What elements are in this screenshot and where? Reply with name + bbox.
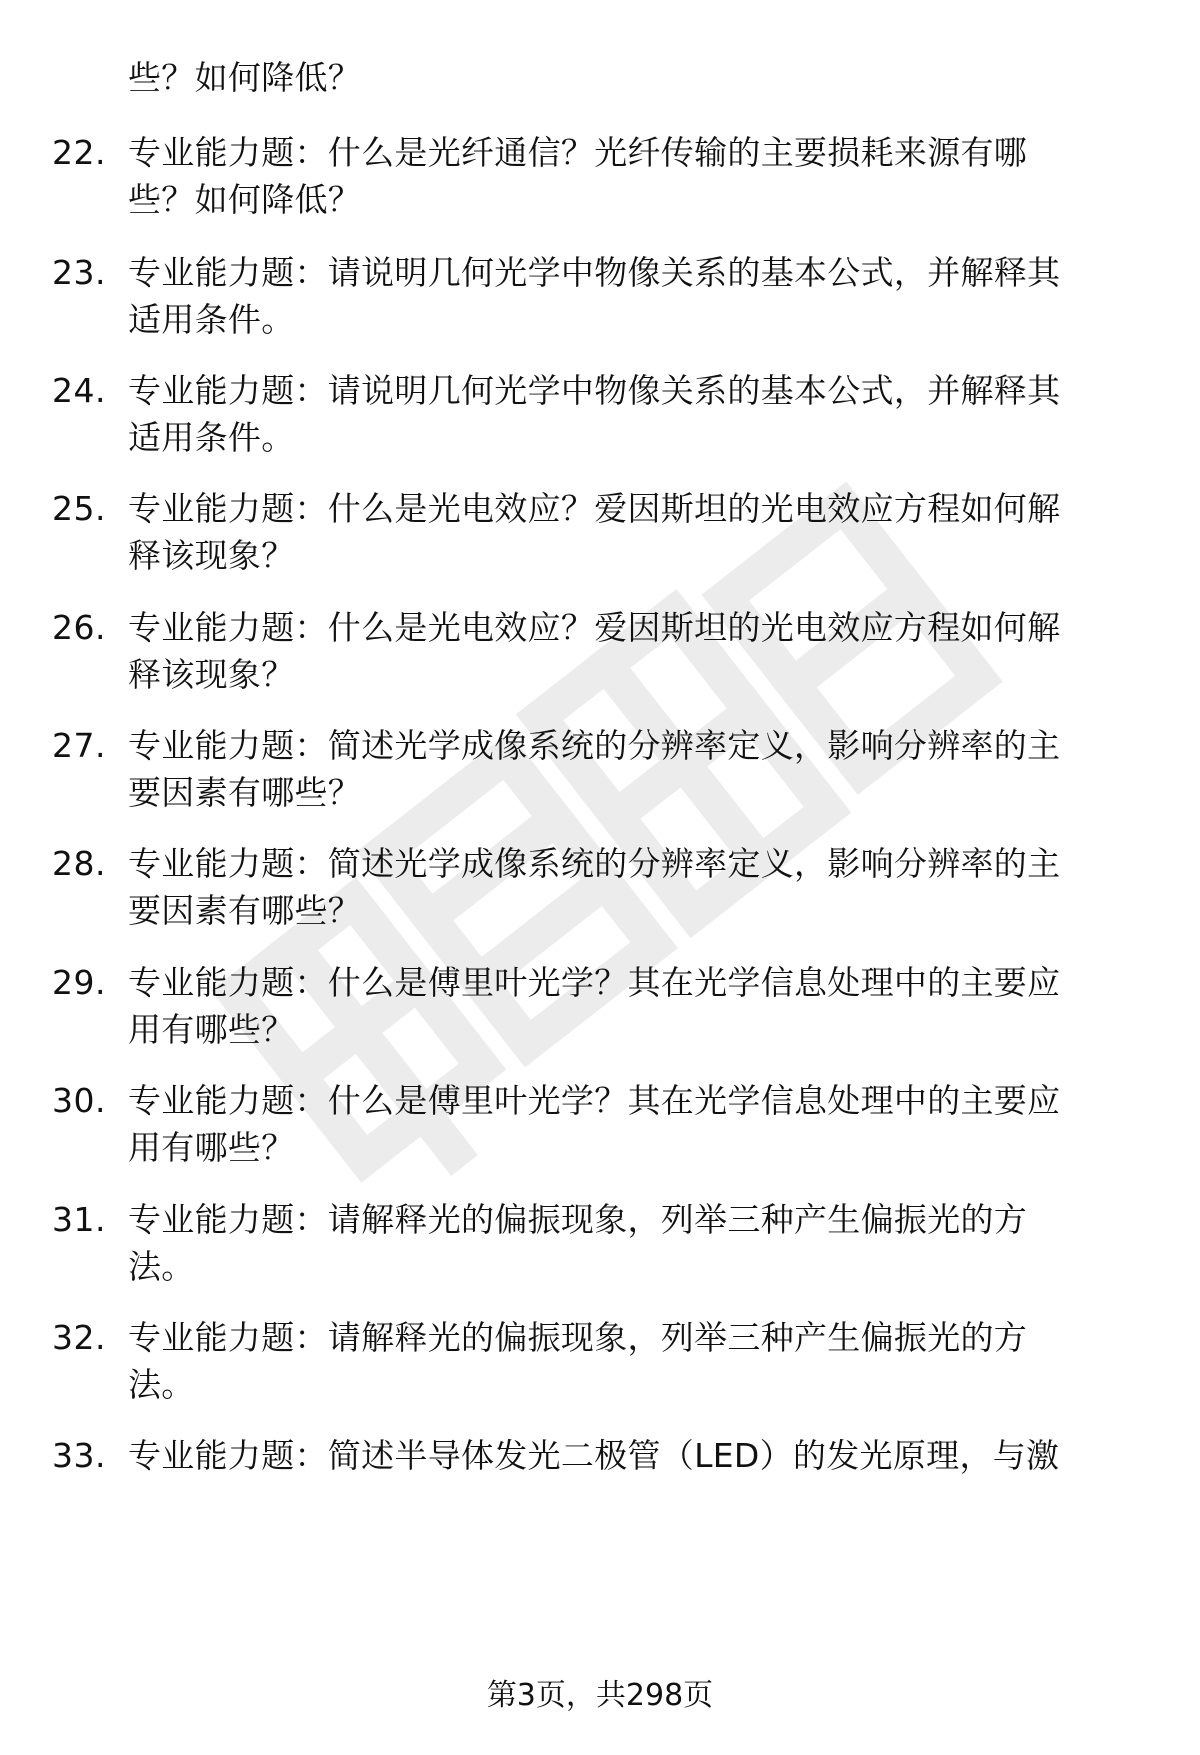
item-number: 24. xyxy=(52,371,106,410)
item-number: 31. xyxy=(52,1200,106,1239)
list-item xyxy=(0,1078,1200,1198)
item-text-line1: 专业能力题：什么是傅里叶光学？其在光学信息处理中的主要应 xyxy=(128,963,1061,1002)
item-text-line1: 专业能力题：简述光学成像系统的分辨率定义，影响分辨率的主 xyxy=(128,726,1061,765)
item-text-line1: 专业能力题：请解释光的偏振现象，列举三种产生偏振光的方 xyxy=(128,1318,1028,1357)
item-text-line1: 专业能力题：请解释光的偏振现象，列举三种产生偏振光的方 xyxy=(128,1200,1028,1239)
item-text-line2: 要因素有哪些？ xyxy=(128,773,362,812)
page-footer: 第3页，共298页 xyxy=(486,1678,714,1713)
item-text-line2: 适用条件。 xyxy=(128,300,295,339)
item-number: 28. xyxy=(52,844,106,883)
list-item xyxy=(0,723,1200,843)
item-text-line1: 专业能力题：请说明几何光学中物像关系的基本公式，并解释其 xyxy=(128,371,1061,410)
list-item xyxy=(0,368,1200,488)
item-text-line2: 释该现象？ xyxy=(128,536,295,575)
list-item xyxy=(0,250,1200,370)
item-number: 25. xyxy=(52,489,106,528)
list-item xyxy=(0,1197,1200,1317)
item-text-line1: 专业能力题：什么是光纤通信？光纤传输的主要损耗来源有哪 xyxy=(128,133,1028,172)
item-text-line2: 用有哪些？ xyxy=(128,1010,295,1049)
item-text-line2: 适用条件。 xyxy=(128,418,295,457)
list-item xyxy=(0,1433,1200,1553)
item-text-line2: 释该现象？ xyxy=(128,655,295,694)
item-number: 26. xyxy=(52,608,106,647)
item-number: 22. xyxy=(52,133,106,172)
list-item xyxy=(0,1315,1200,1435)
list-item xyxy=(0,130,1200,250)
item-text-line2: 法。 xyxy=(128,1365,195,1404)
list-item xyxy=(0,841,1200,961)
item-text-line2: 法。 xyxy=(128,1247,195,1286)
list-item xyxy=(0,605,1200,725)
item-number: 32. xyxy=(52,1318,106,1357)
item-text-line2: 些？如何降低？ xyxy=(128,180,362,219)
item-text-line1: 专业能力题：请说明几何光学中物像关系的基本公式，并解释其 xyxy=(128,253,1061,292)
list-item xyxy=(0,486,1200,606)
item-text-line2: 要因素有哪些？ xyxy=(128,891,362,930)
item-text-line2: 用有哪些？ xyxy=(128,1128,295,1167)
item-text-line1: 专业能力题：什么是光电效应？爱因斯坦的光电效应方程如何解 xyxy=(128,489,1061,528)
item-number: 27. xyxy=(52,726,106,765)
item-number: 23. xyxy=(52,253,106,292)
item-number: 29. xyxy=(52,963,106,1002)
list-item xyxy=(0,960,1200,1080)
carryover-text: 些？如何降低？ xyxy=(128,58,362,97)
item-text-line1: 专业能力题：什么是傅里叶光学？其在光学信息处理中的主要应 xyxy=(128,1081,1061,1120)
item-number: 33. xyxy=(52,1436,106,1475)
item-number: 30. xyxy=(52,1081,106,1120)
item-text-line1: 专业能力题：什么是光电效应？爱因斯坦的光电效应方程如何解 xyxy=(128,608,1061,647)
item-text-line1: 专业能力题：简述半导体发光二极管（LED）的发光原理，与激 xyxy=(128,1436,1060,1475)
item-text-line1: 专业能力题：简述光学成像系统的分辨率定义，影响分辨率的主 xyxy=(128,844,1061,883)
